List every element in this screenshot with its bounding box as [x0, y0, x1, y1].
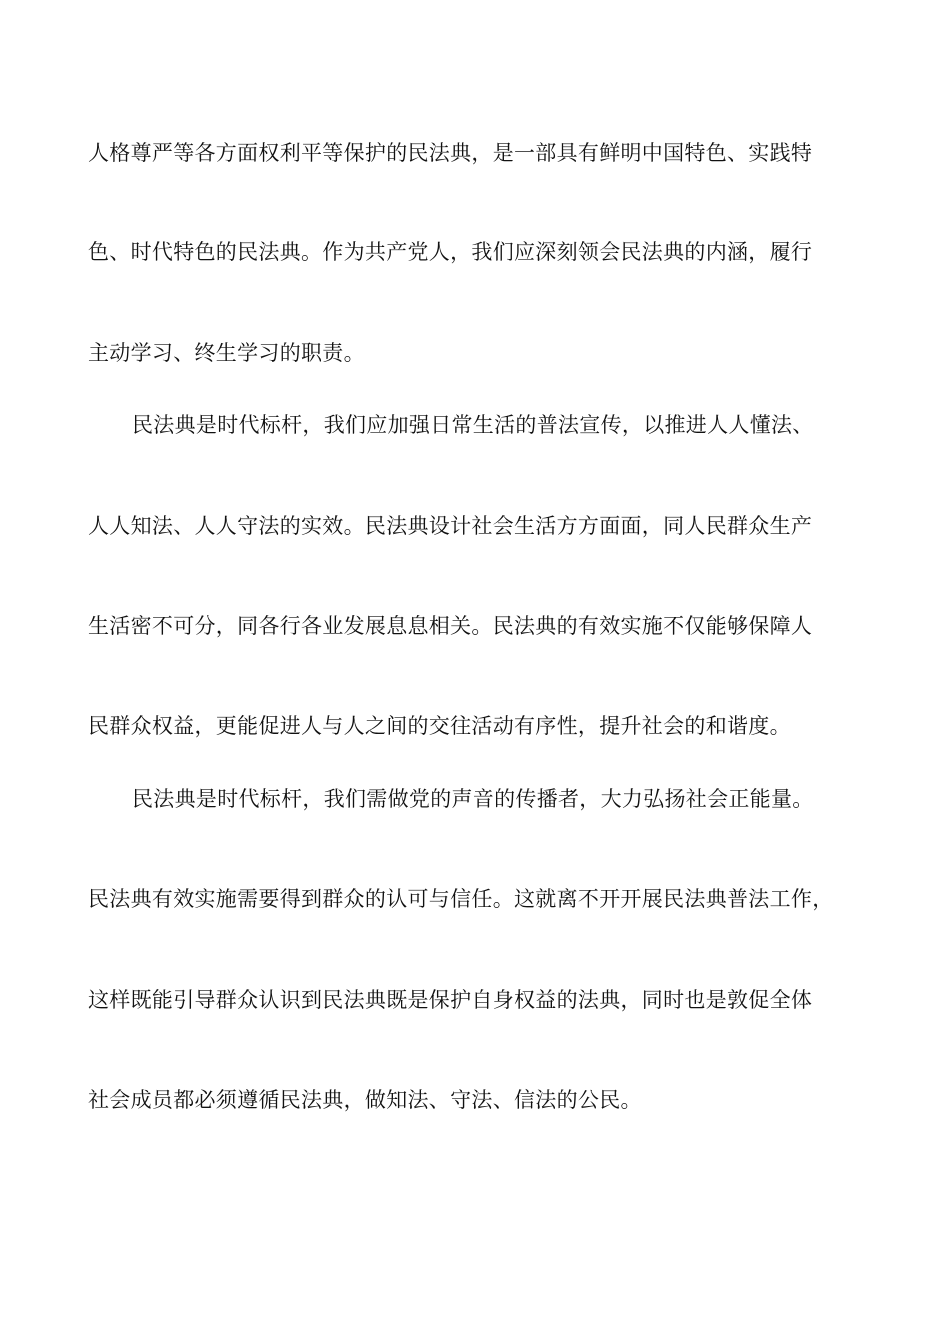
paragraph-line: 这样既能引导群众认识到民法典既是保护自身权益的法典，同时也是敦促全体 [88, 988, 813, 1012]
paragraph-line: 色、时代特色的民法典。作为共产党人，我们应深刻领会民法典的内涵，履行 [88, 240, 813, 264]
paragraph-line: 人格尊严等各方面权利平等保护的民法典，是一部具有鲜明中国特色、实践特 [88, 141, 813, 165]
paragraph-line: 生活密不可分，同各行各业发展息息相关。民法典的有效实施不仅能够保障人 [88, 614, 813, 638]
paragraph-line: 民群众权益，更能促进人与人之间的交往活动有序性，提升社会的和谐度。 [88, 714, 791, 738]
paragraph-first-line: 民法典是时代标杆，我们需做党的声音的传播者，大力弘扬社会正能量。 [132, 787, 814, 811]
paragraph-first-line: 民法典是时代标杆，我们应加强日常生活的普法宣传，以推进人人懂法、 [132, 413, 814, 437]
paragraph-line: 社会成员都必须遵循民法典，做知法、守法、信法的公民。 [88, 1088, 642, 1112]
paragraph-line: 人人知法、人人守法的实效。民法典设计社会生活方方面面，同人民群众生产 [88, 514, 813, 538]
paragraph-line: 民法典有效实施需要得到群众的认可与信任。这就离不开开展民法典普法工作， [88, 887, 834, 911]
paragraph-line: 主动学习、终生学习的职责。 [88, 341, 365, 365]
